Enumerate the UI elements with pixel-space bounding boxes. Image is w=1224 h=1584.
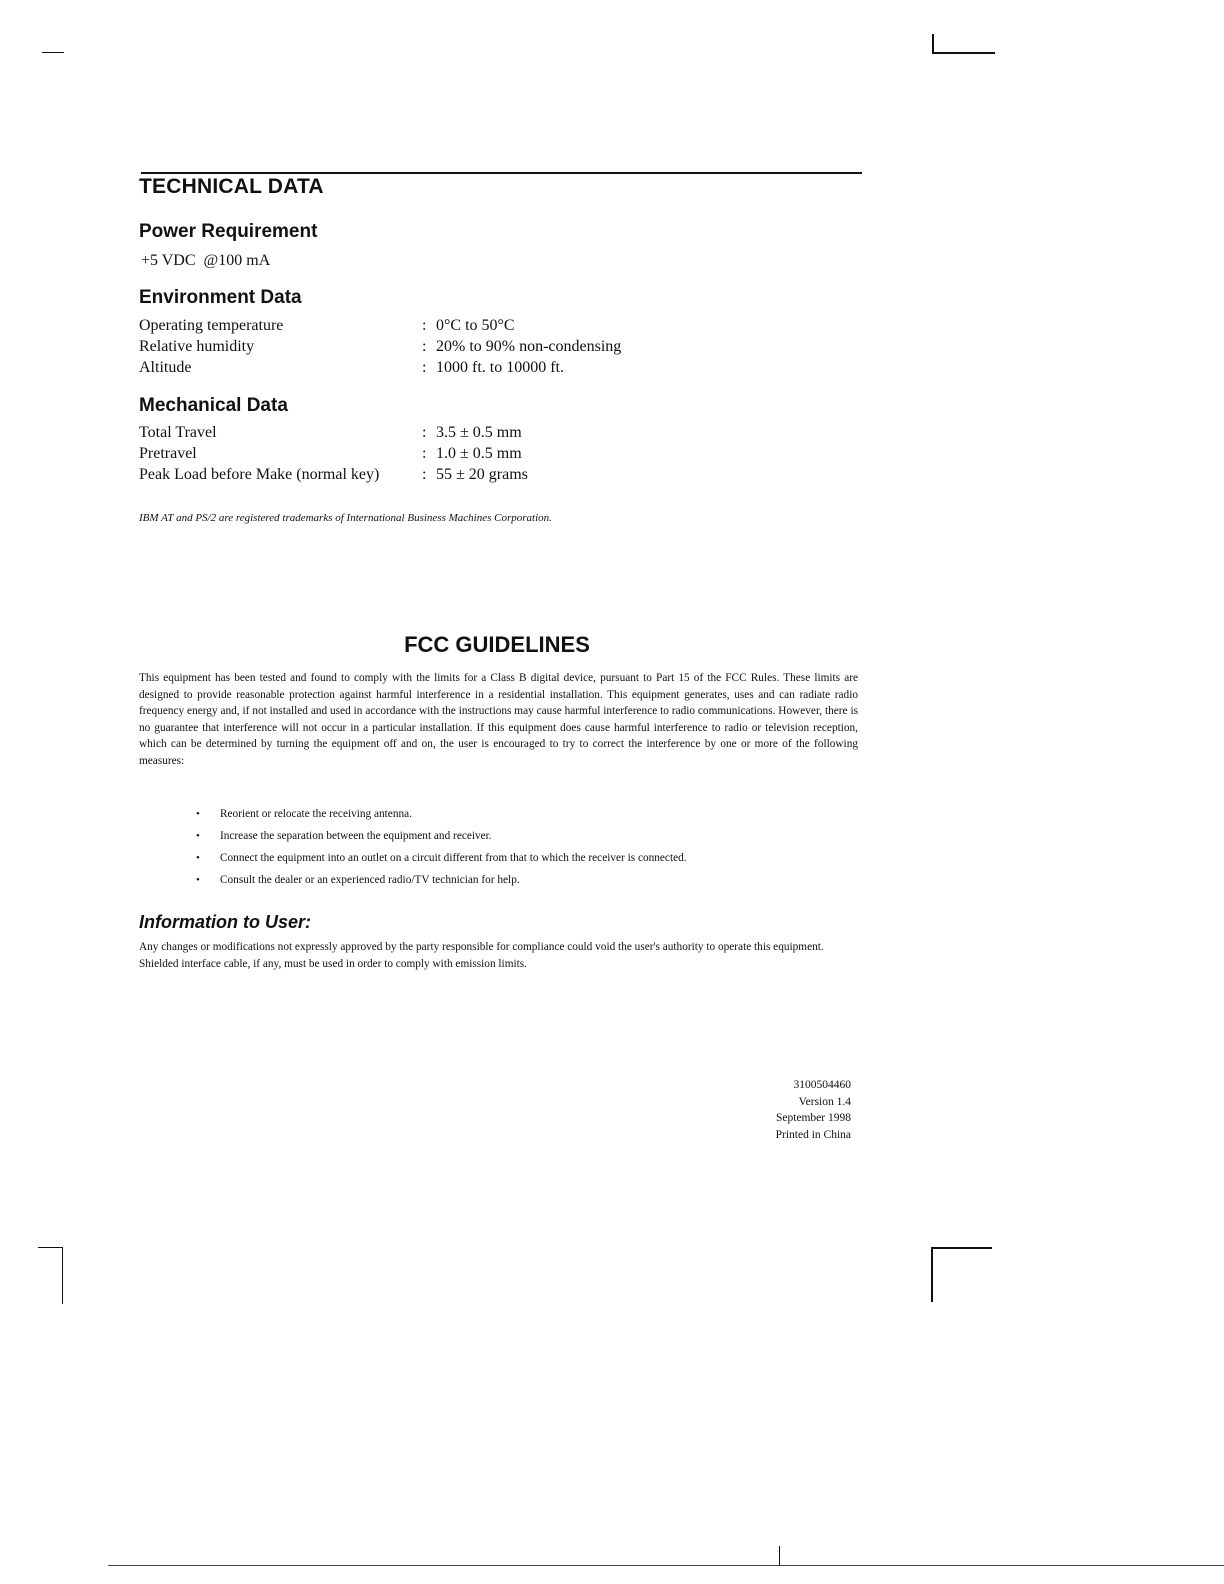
bullet-icon: • [196,852,200,864]
part-number: 3100504460 [793,1079,851,1091]
spec-row-total-travel [139,424,659,444]
spec-value: 1000 ft. to 10000 ft. [436,359,564,376]
crop-mark-top-left [42,52,64,53]
document-info-block [651,1077,851,1143]
spec-row-peak-load [139,466,659,486]
page-bottom-edge-line [108,1565,1224,1566]
spec-value: 0°C to 50°C [436,317,515,334]
crop-mark-bottom-right-horizontal [931,1247,992,1249]
spec-value: 3.5 ± 0.5 mm [436,424,522,441]
environment-data-heading: Environment Data [139,287,302,308]
crop-mark-top-right-horizontal [932,52,995,54]
spec-row-pretravel [139,445,659,465]
crop-mark-bottom-right-vertical [931,1247,933,1302]
trademark-note: IBM AT and PS/2 are registered trademarks of International Business Machines Corporation. [139,512,552,524]
spec-separator: : [422,338,427,355]
mechanical-data-heading: Mechanical Data [139,395,288,416]
print-date: September 1998 [775,1112,851,1124]
spec-separator: : [422,359,427,376]
spec-separator: : [422,466,427,483]
spec-label: Total Travel [139,424,217,441]
measure-text: Reorient or relocate the receiving antenna. [220,808,412,820]
page-bottom-edge-tick [779,1546,780,1566]
spec-label: Altitude [139,359,192,376]
crop-mark-top-right-vertical [932,34,934,53]
spec-label: Peak Load before Make (normal key) [139,466,380,483]
list-item [197,803,837,825]
bullet-icon: • [196,830,200,842]
fcc-measures-list [197,803,837,891]
list-item [197,825,837,847]
crop-mark-bottom-left-horizontal [38,1247,63,1248]
version: Version 1.4 [798,1095,851,1108]
spec-value: 55 ± 20 grams [436,466,528,483]
list-item [197,869,837,891]
spec-row-altitude [139,359,659,379]
spec-label: Relative humidity [139,338,255,355]
spec-row-relative-humidity [139,338,659,358]
print-origin: Printed in China [775,1128,851,1141]
spec-separator: : [422,424,427,441]
list-item [197,847,837,869]
spec-label: Pretravel [139,445,197,462]
crop-mark-bottom-left-vertical [62,1247,63,1304]
spec-separator: : [422,317,427,334]
spec-label: Operating temperature [139,317,284,334]
bullet-icon: • [196,808,200,820]
bullet-icon: • [196,874,200,886]
spec-separator: : [422,445,427,462]
information-to-user-heading: Information to User: [139,912,312,932]
spec-row-operating-temperature [139,317,659,337]
measure-text: Connect the equipment into an outlet on a circuit different from that to which the receiver is connected. [220,852,687,864]
technical-data-title: TECHNICAL DATA [139,175,324,198]
fcc-paragraph: This equipment has been tested and found to comply with the limits for a Class B digital device, pursuant to Part 15 of the FCC Rules. These limits are designed to provide reasonable protection against harmful interference in a residential installation. This equipment generates, uses and can radiate radio frequency energy and, if not installed and used in accordance with the instructions may cause harmful interference to radio communications. However, there is no guarantee that interference will not occur in a particular installation. If this equipment does cause harmful interference to radio or television reception, which can be determined by turning the equipment off and on, the user is encouraged to try to correct the interference by one or more of the following measures: [139,672,858,767]
measure-text: Increase the separation between the equipment and receiver. [220,830,492,842]
spec-value: 20% to 90% non-condensing [436,338,622,355]
power-requirement-value: +5 VDC @100 mA [141,252,271,269]
fcc-guidelines-title: FCC GUIDELINES [404,632,590,657]
spec-value: 1.0 ± 0.5 mm [436,445,522,462]
measure-text: Consult the dealer or an experienced radio/TV technician for help. [220,874,520,886]
power-requirement-heading: Power Requirement [139,221,318,242]
section-rule [141,172,862,174]
information-to-user-text: Any changes or modifications not expressly approved by the party responsible for compliance could void the user's authority to operate this equipment. Shielded interface cable, if any, must be used in order to comply with emission limits. [139,941,824,970]
